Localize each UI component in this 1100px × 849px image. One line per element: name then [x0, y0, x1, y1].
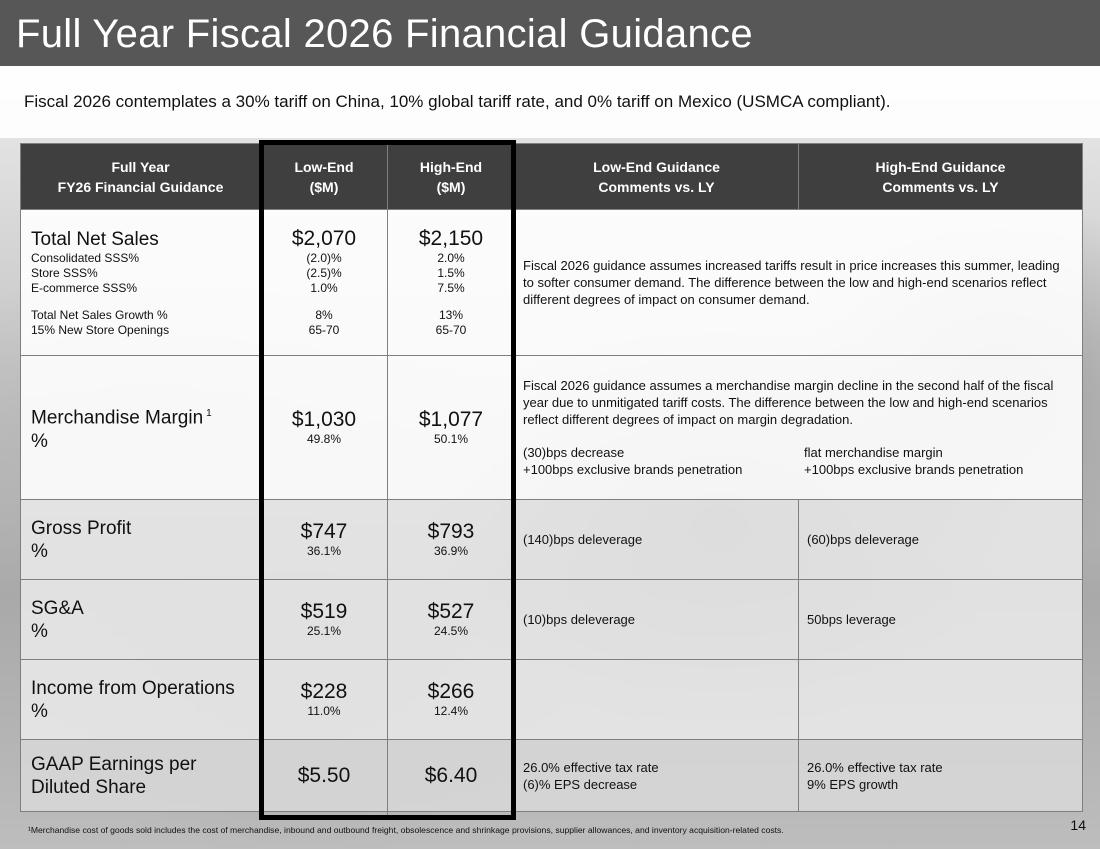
low-end-gaap-eps: $5.50	[261, 740, 388, 812]
metric-income-from-operations: Income from Operations %	[21, 660, 261, 740]
low-end-income-from-operations: $228 11.0%	[261, 660, 388, 740]
header-low-end: Low-End ($M)	[261, 144, 388, 210]
table-row-sga	[21, 580, 1083, 660]
margin-high-end-notes: flat merchandise margin +100bps exclusive brands penetration	[804, 445, 1024, 477]
metric-gross-profit: Gross Profit %	[21, 500, 261, 580]
high-end-income-from-operations: $266 12.4%	[388, 660, 515, 740]
high-end-sga: $527 24.5%	[388, 580, 515, 660]
sga-low-comment: (10)bps deleverage	[515, 580, 799, 660]
table-header-row	[21, 144, 1083, 210]
margin-guidance-comment: Fiscal 2026 guidance assumes a merchandise margin decline in the second half of the fiscal year due to unmitigated tariff costs. The difference between the low and high-end scenarios reflect different degrees of impact on margin degradation. (30)bps decrease +100bps exclusive brands penetration flat merchandise margin +100bps exclusive brands penetration	[515, 356, 1083, 500]
gross-profit-high-comment: (60)bps deleverage	[799, 500, 1083, 580]
header-low-end-comments: Low-End Guidance Comments vs. LY	[515, 144, 799, 210]
eps-high-comment: 26.0% effective tax rate 9% EPS growth	[799, 740, 1083, 812]
high-end-gaap-eps: $6.40	[388, 740, 515, 812]
metric-gaap-eps: GAAP Earnings per Diluted Share	[21, 740, 261, 812]
header-high-end-comments: High-End Guidance Comments vs. LY	[799, 144, 1083, 210]
guidance-table	[20, 143, 1083, 812]
footnote-marker: 1	[206, 408, 212, 420]
margin-low-end-notes: (30)bps decrease +100bps exclusive brands penetration	[523, 445, 743, 477]
title-bar	[0, 0, 1100, 66]
header-high-end: High-End ($M)	[388, 144, 515, 210]
ifo-low-comment	[515, 660, 799, 740]
low-high-divider	[387, 143, 388, 817]
high-end-total-net-sales: $2,150 2.0% 1.5% 7.5% 13% 65-70	[388, 210, 515, 356]
eps-low-comment: 26.0% effective tax rate (6)% EPS decrease	[515, 740, 799, 812]
header-metric: Full Year FY26 Financial Guidance	[21, 144, 261, 210]
sales-guidance-comment: Fiscal 2026 guidance assumes increased tariffs result in price increases this summer, leading to softer consumer demand. The difference between the low and high-end scenarios reflect different degrees of impact on consumer demand.	[515, 210, 1083, 356]
gross-profit-low-comment: (140)bps deleverage	[515, 500, 799, 580]
table-row-total-net-sales	[21, 210, 1083, 356]
high-end-merchandise-margin: $1,077 50.1%	[388, 356, 515, 500]
low-end-gross-profit: $747 36.1%	[261, 500, 388, 580]
table-row-gaap-eps	[21, 740, 1083, 812]
table-row-income-from-operations	[21, 660, 1083, 740]
metric-merchandise-margin: Merchandise Margin $^1$ %	[21, 356, 261, 500]
table-row-merchandise-margin	[21, 356, 1083, 500]
sga-high-comment: 50bps leverage	[799, 580, 1083, 660]
low-end-sga: $519 25.1%	[261, 580, 388, 660]
metric-sga: SG&A %	[21, 580, 261, 660]
ifo-high-comment	[799, 660, 1083, 740]
low-end-merchandise-margin: $1,030 49.8%	[261, 356, 388, 500]
tariff-subtitle: Fiscal 2026 contemplates a 30% tariff on China, 10% global tariff rate, and 0% tariff on Mexico (USMCA compliant).	[24, 92, 891, 111]
page-title: Full Year Fiscal 2026 Financial Guidance	[16, 12, 753, 56]
table-row-gross-profit	[21, 500, 1083, 580]
footnote: ¹Merchandise cost of goods sold includes the cost of merchandise, inbound and outbound freight, obsolescence and shrinkage provisions, supplier allowances, and inventory acquisition-related costs.	[28, 825, 784, 835]
page-number: 14	[1070, 817, 1086, 833]
metric-total-net-sales: Total Net Sales Consolidated SSS% Store SSS% E-commerce SSS% Total Net Sales Growth % 15% New Store Openings	[21, 210, 261, 356]
high-end-gross-profit: $793 36.9%	[388, 500, 515, 580]
low-end-total-net-sales: $2,070 (2.0)% (2.5)% 1.0% 8% 65-70	[261, 210, 388, 356]
